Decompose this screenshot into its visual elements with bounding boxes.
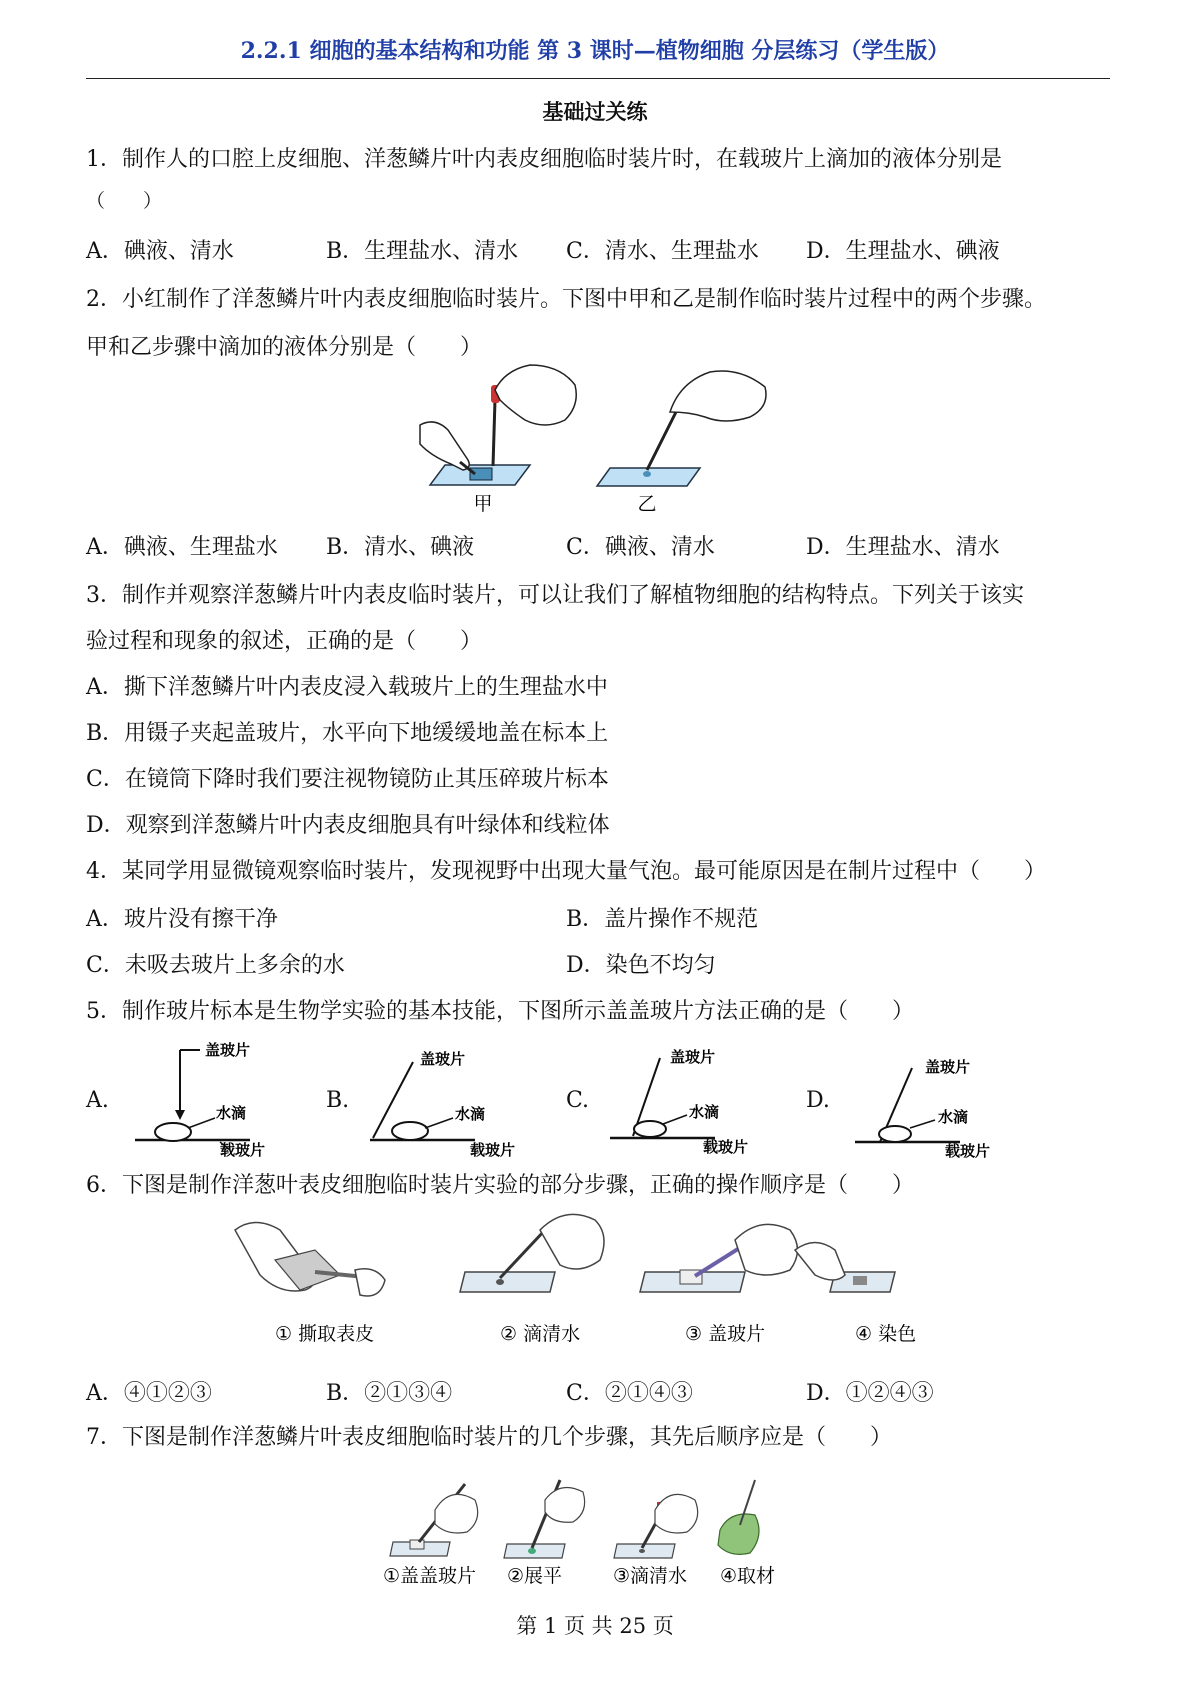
q6-caption-4: ④ 染色 <box>855 1323 917 1345</box>
q2-figure <box>415 370 775 520</box>
q5c-label-cover: 盖玻片 <box>670 1048 716 1066</box>
q7-figure <box>385 1470 815 1585</box>
q2-stem-line2: 甲和乙步骤中滴加的液体分别是（ ） <box>86 335 483 360</box>
q7-caption-1: ①盖盖玻片 <box>383 1565 477 1587</box>
q6-step2-water <box>460 1214 604 1292</box>
q2-option-c: C．碘液、清水 <box>566 535 715 560</box>
q7-step2-flatten <box>504 1480 585 1558</box>
q2-option-d: D．生理盐水、清水 <box>806 535 1000 560</box>
q3-option-a: A．撕下洋葱鳞片叶内表皮浸入载玻片上的生理盐水中 <box>86 675 608 700</box>
q1-option-a: A．碘液、清水 <box>86 239 234 264</box>
q5d-label-slide: 载玻片 <box>945 1142 991 1160</box>
q6-option-c: C．②①④③ <box>566 1381 693 1406</box>
q2-label-yi: 乙 <box>637 493 657 515</box>
q1-answer-blank: （ ） <box>86 190 163 212</box>
q5-diagram-d <box>850 1040 1020 1160</box>
q5c-label-water: 水滴 <box>689 1103 720 1121</box>
q6-caption-2: ② 滴清水 <box>500 1323 581 1345</box>
q2-label-jia: 甲 <box>473 493 493 515</box>
q2-stem-line1: 2．小红制作了洋葱鳞片叶内表皮细胞临时装片。下图中甲和乙是制作临时装片过程中的两个步骤。 <box>86 287 1047 312</box>
q6-option-d: D．①②④③ <box>806 1381 934 1406</box>
q4-option-d: D．染色不均匀 <box>566 953 716 978</box>
q5-diagram-b <box>365 1040 535 1159</box>
page-footer: 第 1 页 共 25 页 <box>516 1614 674 1638</box>
q5-diagram-c <box>605 1040 775 1156</box>
q7-step4-take <box>718 1480 759 1554</box>
q5b-label-slide: 载玻片 <box>470 1141 516 1159</box>
header-divider <box>86 78 1110 79</box>
q7-step1-cover <box>390 1484 478 1556</box>
q7-step3-water <box>614 1494 698 1558</box>
section-title: 基础过关练 <box>542 99 648 124</box>
q1-stem: 1．制作人的口腔上皮细胞、洋葱鳞片叶内表皮细胞临时装片时，在载玻片上滴加的液体分别是 <box>86 147 1003 172</box>
q5-option-d: D. <box>806 1088 830 1113</box>
q6-step3-cover <box>640 1224 798 1292</box>
q4-option-a: A．玻片没有擦干净 <box>86 907 278 932</box>
q5-stem: 5．制作玻片标本是生物学实验的基本技能，下图所示盖盖玻片方法正确的是（ ） <box>86 999 914 1024</box>
q5a-label-slide: 载玻片 <box>220 1141 266 1159</box>
q2-option-b: B．清水、碘液 <box>326 535 475 560</box>
q5a-label-cover: 盖玻片 <box>205 1041 251 1059</box>
q5-diagram-a <box>130 1040 290 1159</box>
q4-stem: 4．某同学用显微镜观察临时装片，发现视野中出现大量气泡。最可能原因是在制片过程中（ ） <box>86 859 1047 884</box>
q4-option-c: C．未吸去玻片上多余的水 <box>86 953 345 978</box>
q6-option-a: A．④①②③ <box>86 1381 212 1406</box>
q7-stem: 7．下图是制作洋葱鳞片叶表皮细胞临时装片的几个步骤，其先后顺序应是（ ） <box>86 1425 892 1450</box>
q5b-label-water: 水滴 <box>455 1105 486 1123</box>
q3-option-c: C．在镜筒下降时我们要注视物镜防止其压碎玻片标本 <box>86 767 609 792</box>
q5d-label-cover: 盖玻片 <box>925 1058 971 1076</box>
q6-caption-1: ① 撕取表皮 <box>275 1323 375 1345</box>
q2-option-a: A．碘液、生理盐水 <box>86 535 278 560</box>
q6-figure <box>225 1210 985 1345</box>
q1-option-d: D．生理盐水、碘液 <box>806 239 1000 264</box>
q5-option-a: A. <box>86 1088 109 1113</box>
q1-option-b: B．生理盐水、清水 <box>326 239 519 264</box>
document-header: 2.2.1 细胞的基本结构和功能 第 3 课时—植物细胞 分层练习（学生版） <box>240 38 950 64</box>
q1-option-c: C．清水、生理盐水 <box>566 239 759 264</box>
q6-option-b: B．②①③④ <box>326 1381 453 1406</box>
q5-option-c: C. <box>566 1088 590 1113</box>
q6-caption-3: ③ 盖玻片 <box>685 1323 766 1345</box>
q7-caption-4: ④取材 <box>720 1565 776 1587</box>
q3-option-d: D．观察到洋葱鳞片叶内表皮细胞具有叶绿体和线粒体 <box>86 813 610 838</box>
q5a-label-water: 水滴 <box>216 1104 247 1122</box>
q5-option-b: B. <box>326 1088 350 1113</box>
q5c-label-slide: 载玻片 <box>703 1138 749 1156</box>
q3-stem-line2: 验过程和现象的叙述，正确的是（ ） <box>86 629 483 654</box>
q6-step4-stain <box>795 1243 895 1293</box>
q7-caption-2: ②展平 <box>507 1565 563 1587</box>
q2-figure-jia <box>420 365 576 485</box>
q5b-label-cover: 盖玻片 <box>420 1050 466 1068</box>
q4-option-b: B．盖片操作不规范 <box>566 907 759 932</box>
q7-caption-3: ③滴清水 <box>613 1565 688 1587</box>
q2-figure-yi <box>597 371 766 486</box>
q3-stem-line1: 3．制作并观察洋葱鳞片叶内表皮临时装片，可以让我们了解植物细胞的结构特点。下列关于该实 <box>86 583 1025 608</box>
q3-option-b: B．用镊子夹起盖玻片，水平向下地缓缓地盖在标本上 <box>86 721 609 746</box>
q6-step1-peel <box>235 1223 385 1297</box>
q5d-label-water: 水滴 <box>938 1108 969 1126</box>
q6-stem: 6．下图是制作洋葱叶表皮细胞临时装片实验的部分步骤，正确的操作顺序是（ ） <box>86 1173 914 1198</box>
